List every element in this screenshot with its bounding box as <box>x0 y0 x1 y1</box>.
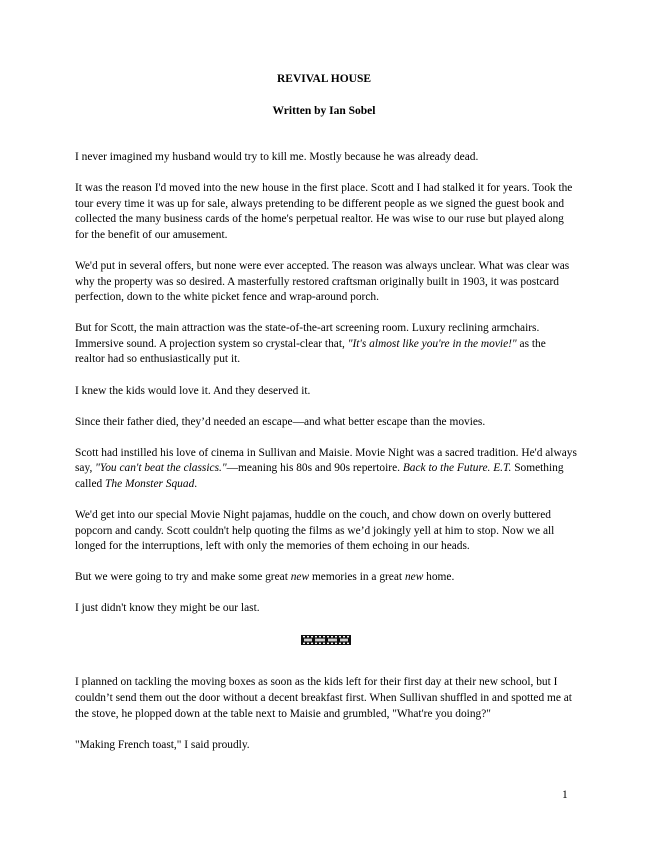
emphasis-run: new <box>290 571 310 584</box>
paragraph-4 <box>75 321 577 368</box>
text-run: But we were going to try and make some great <box>75 571 291 584</box>
text-run: . <box>194 477 198 490</box>
paragraph-2: It was the reason I'd moved into the new house in the first place. Scott and I had stalked it for years. Took the tour every time it was up for sale, always pretending to be different people as we signed the guest book and collected the many business cards of the home's perpetual realtor. He was wise to our ruse but played along for the benefit of our amusement. <box>75 182 573 241</box>
text-run: as the realtor had so enthusiastically put it. <box>75 337 546 366</box>
text-run: Something called <box>75 462 564 490</box>
paragraph-11: I planned on tackling the moving boxes as soon as the kids left for their first day at their new school, but I couldn’t send them out the door without a decent breakfast first. When Sullivan shuffled in and spotted me at the stove, he plopped down at the table next to Maisie and grumbled, "What're you doing?" <box>75 676 572 720</box>
document-title: REVIVAL HOUSE <box>276 73 372 85</box>
film-strip-icon <box>301 632 351 648</box>
paragraph-5: I knew the kids would love it. And they deserved it. <box>75 384 311 397</box>
page-number: 1 <box>562 789 568 801</box>
paragraph-10: I just didn't know they might be our last. <box>75 602 260 615</box>
author-byline: Written by Ian Sobel <box>272 105 376 117</box>
paragraph-12: "Making French toast," I said proudly. <box>75 738 250 751</box>
text-run: memories in a great <box>309 571 405 584</box>
emphasis-run: new <box>404 571 424 584</box>
paragraph-6: Since their father died, they’d needed an escape—and what better escape than the movies. <box>75 415 486 428</box>
text-run: —meaning his 80s and 90s repertoire. <box>226 462 403 475</box>
paragraph-3: We'd put in several offers, but none were ever accepted. The reason was always unclear. What was clear was why the property was so desired. A masterfully restored craftsman originally built in 1903, it was postcard perfection, down to the white picket fence and wrap-around porch. <box>75 259 570 304</box>
story-body <box>75 150 577 769</box>
text-run: home. <box>423 571 455 584</box>
paragraph-8: We'd get into our special Movie Night pajamas, huddle on the couch, and chow down on overly buttered popcorn and candy. Scott couldn't help quoting the films as we’d jokingly yell at him to stop. Now we all longed for the interruptions, left with only the memories of them echoing in our heads. <box>75 509 555 553</box>
film-title: The Monster Squad <box>105 477 195 490</box>
paragraph-7 <box>75 446 577 493</box>
paragraph-1: I never imagined my husband would try to kill me. Mostly because he was already dead. <box>75 151 479 163</box>
quote-run: "It's almost like you're in the movie!" <box>347 337 517 350</box>
film-title: Back to the Future. E.T. <box>402 462 512 475</box>
text-run: Scott had instilled his love of cinema in Sullivan and Maisie. Movie Night was a sacred tradition. He'd always say, <box>75 446 577 475</box>
quote-run: "You can't beat the classics." <box>95 462 227 475</box>
paragraph-9 <box>75 570 577 586</box>
section-divider <box>75 632 577 648</box>
text-run: But for Scott, the main attraction was the state-of-the-art screening room. Luxury reclining armchairs. Immersive sound. A projection system so crystal-clear that, <box>75 322 540 350</box>
